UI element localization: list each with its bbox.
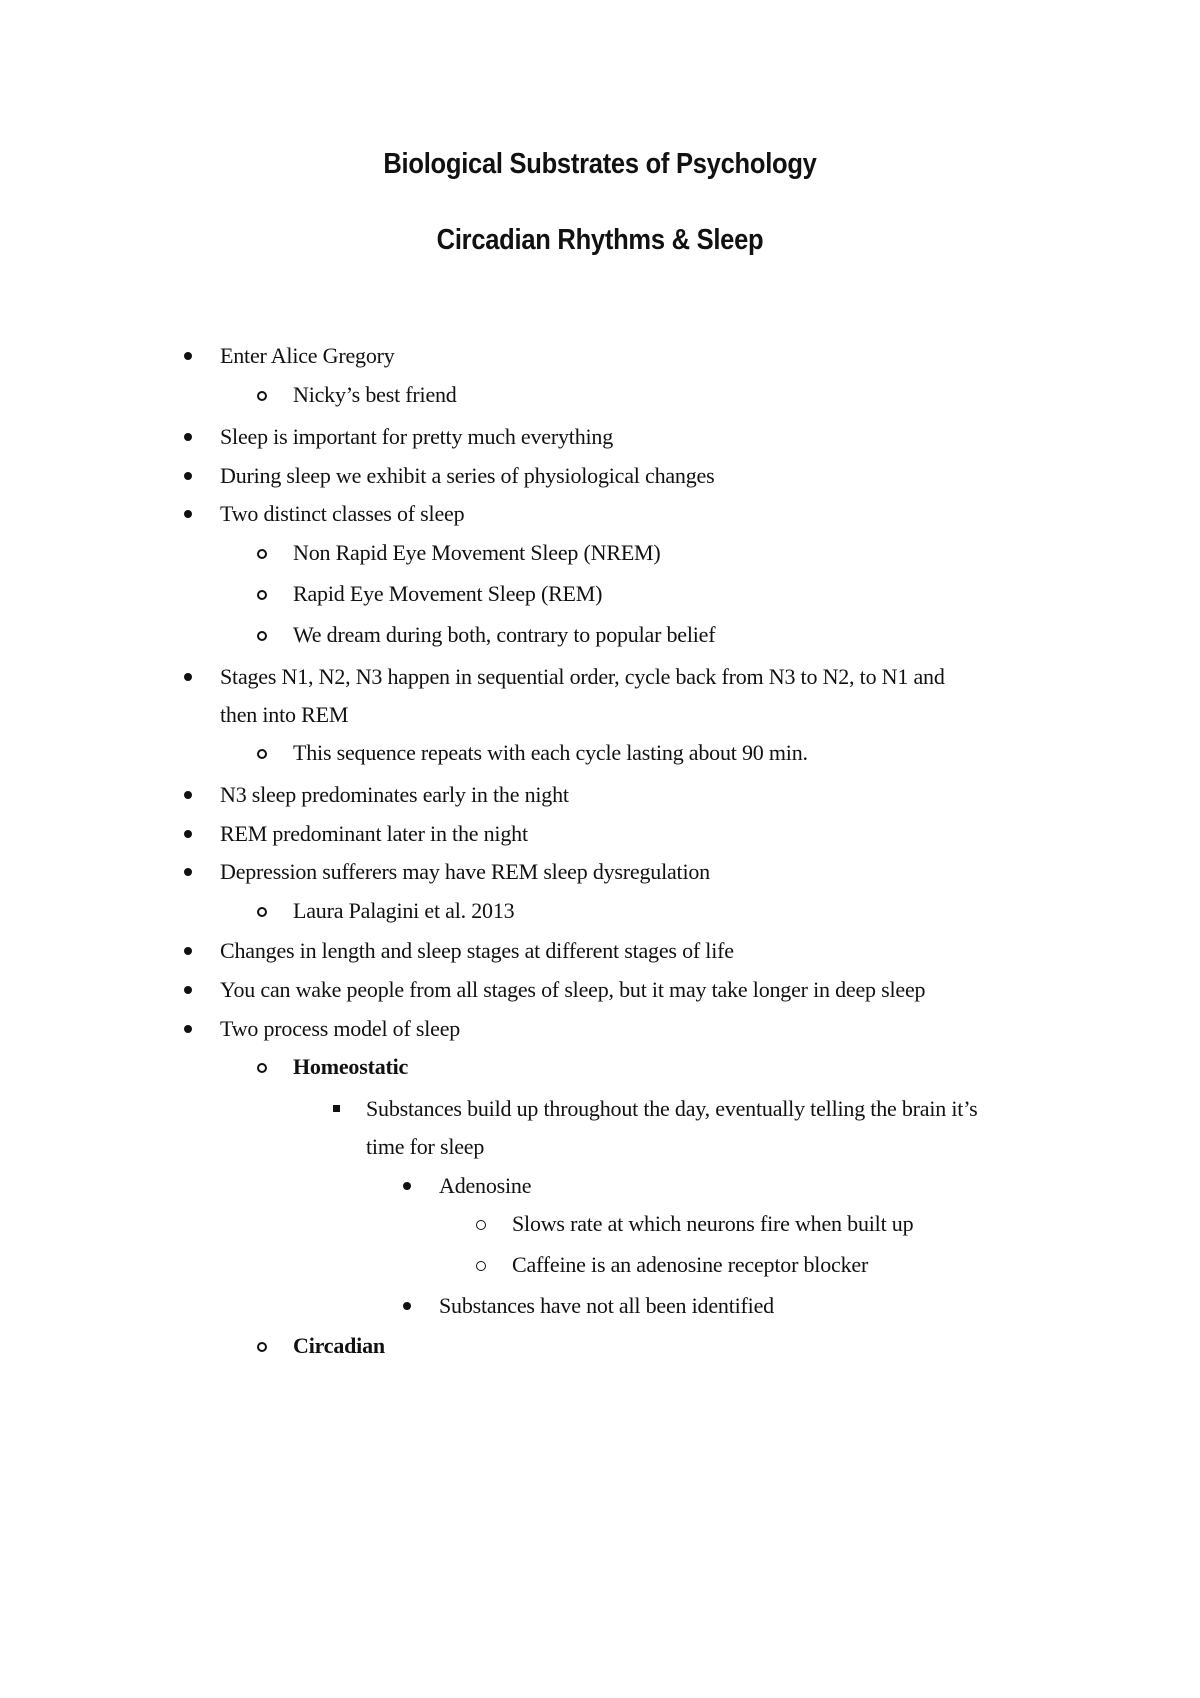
list-item-text: Rapid Eye Movement Sleep (REM) (293, 581, 603, 606)
list-item-text: Two process model of sleep (220, 1016, 461, 1041)
list-item-text: Laura Palagini et al. 2013 (293, 898, 515, 923)
list-item-text: Circadian (293, 1333, 385, 1358)
bullet-ring-icon (257, 631, 267, 641)
list-item-text: time for sleep (366, 1134, 485, 1159)
list-item-text: Depression sufferers may have REM sleep dysregulation (220, 859, 710, 884)
bullet-dot-icon (184, 791, 192, 799)
list-item-text: Caffeine is an adenosine receptor blocker (512, 1252, 869, 1277)
bullet-ring-icon (257, 1063, 267, 1073)
list-item-text: Adenosine (439, 1173, 532, 1198)
list-item-text: This sequence repeats with each cycle lasting about 90 min. (293, 740, 808, 765)
bullet-ring-icon (257, 907, 267, 917)
bullet-ring-icon (257, 590, 267, 600)
list-item-text: Sleep is important for pretty much everything (220, 424, 614, 449)
bullet-circle-icon (476, 1220, 486, 1230)
list-item-text: Nicky’s best friend (293, 382, 457, 407)
list-item-text: We dream during both, contrary to popular belief (293, 622, 716, 647)
list-item-text: Enter Alice Gregory (220, 343, 395, 368)
bullet-dot-icon (184, 352, 192, 360)
list-item-text: Homeostatic (293, 1054, 409, 1079)
list-item-text: REM predominant later in the night (220, 821, 528, 846)
bullet-dot-icon (403, 1302, 411, 1310)
bullet-square-icon (333, 1105, 340, 1112)
bullet-dot-icon (184, 947, 192, 955)
list-item-text: Changes in length and sleep stages at different stages of life (220, 938, 734, 963)
bullet-dot-icon (403, 1182, 411, 1190)
bullet-ring-icon (257, 391, 267, 401)
bullet-circle-icon (476, 1261, 486, 1271)
list-item-text: N3 sleep predominates early in the night (220, 782, 569, 807)
bullet-dot-icon (184, 673, 192, 681)
document-title: Biological Substrates of Psychology (383, 148, 817, 180)
list-item-text: Slows rate at which neurons fire when built up (512, 1211, 914, 1236)
bullet-dot-icon (184, 830, 192, 838)
bullet-dot-icon (184, 472, 192, 480)
list-item-text: Two distinct classes of sleep (220, 501, 465, 526)
list-item-text: Substances build up throughout the day, eventually telling the brain it’s (366, 1096, 978, 1121)
bullet-dot-icon (184, 868, 192, 876)
bullet-ring-icon (257, 749, 267, 759)
list-item-text: then into REM (220, 702, 349, 727)
bullet-dot-icon (184, 433, 192, 441)
bullet-ring-icon (257, 549, 267, 559)
document-subtitle: Circadian Rhythms & Sleep (436, 224, 764, 256)
list-item-text: During sleep we exhibit a series of physiological changes (220, 463, 715, 488)
list-item-text: You can wake people from all stages of sleep, but it may take longer in deep sleep (220, 977, 926, 1002)
list-item-text: Substances have not all been identified (439, 1293, 774, 1318)
list-item-text: Non Rapid Eye Movement Sleep (NREM) (293, 540, 661, 565)
bullet-ring-icon (257, 1342, 267, 1352)
bullet-dot-icon (184, 510, 192, 518)
bullet-dot-icon (184, 1025, 192, 1033)
list-item-text: Stages N1, N2, N3 happen in sequential order, cycle back from N3 to N2, to N1 and (220, 664, 945, 689)
bullet-dot-icon (184, 986, 192, 994)
